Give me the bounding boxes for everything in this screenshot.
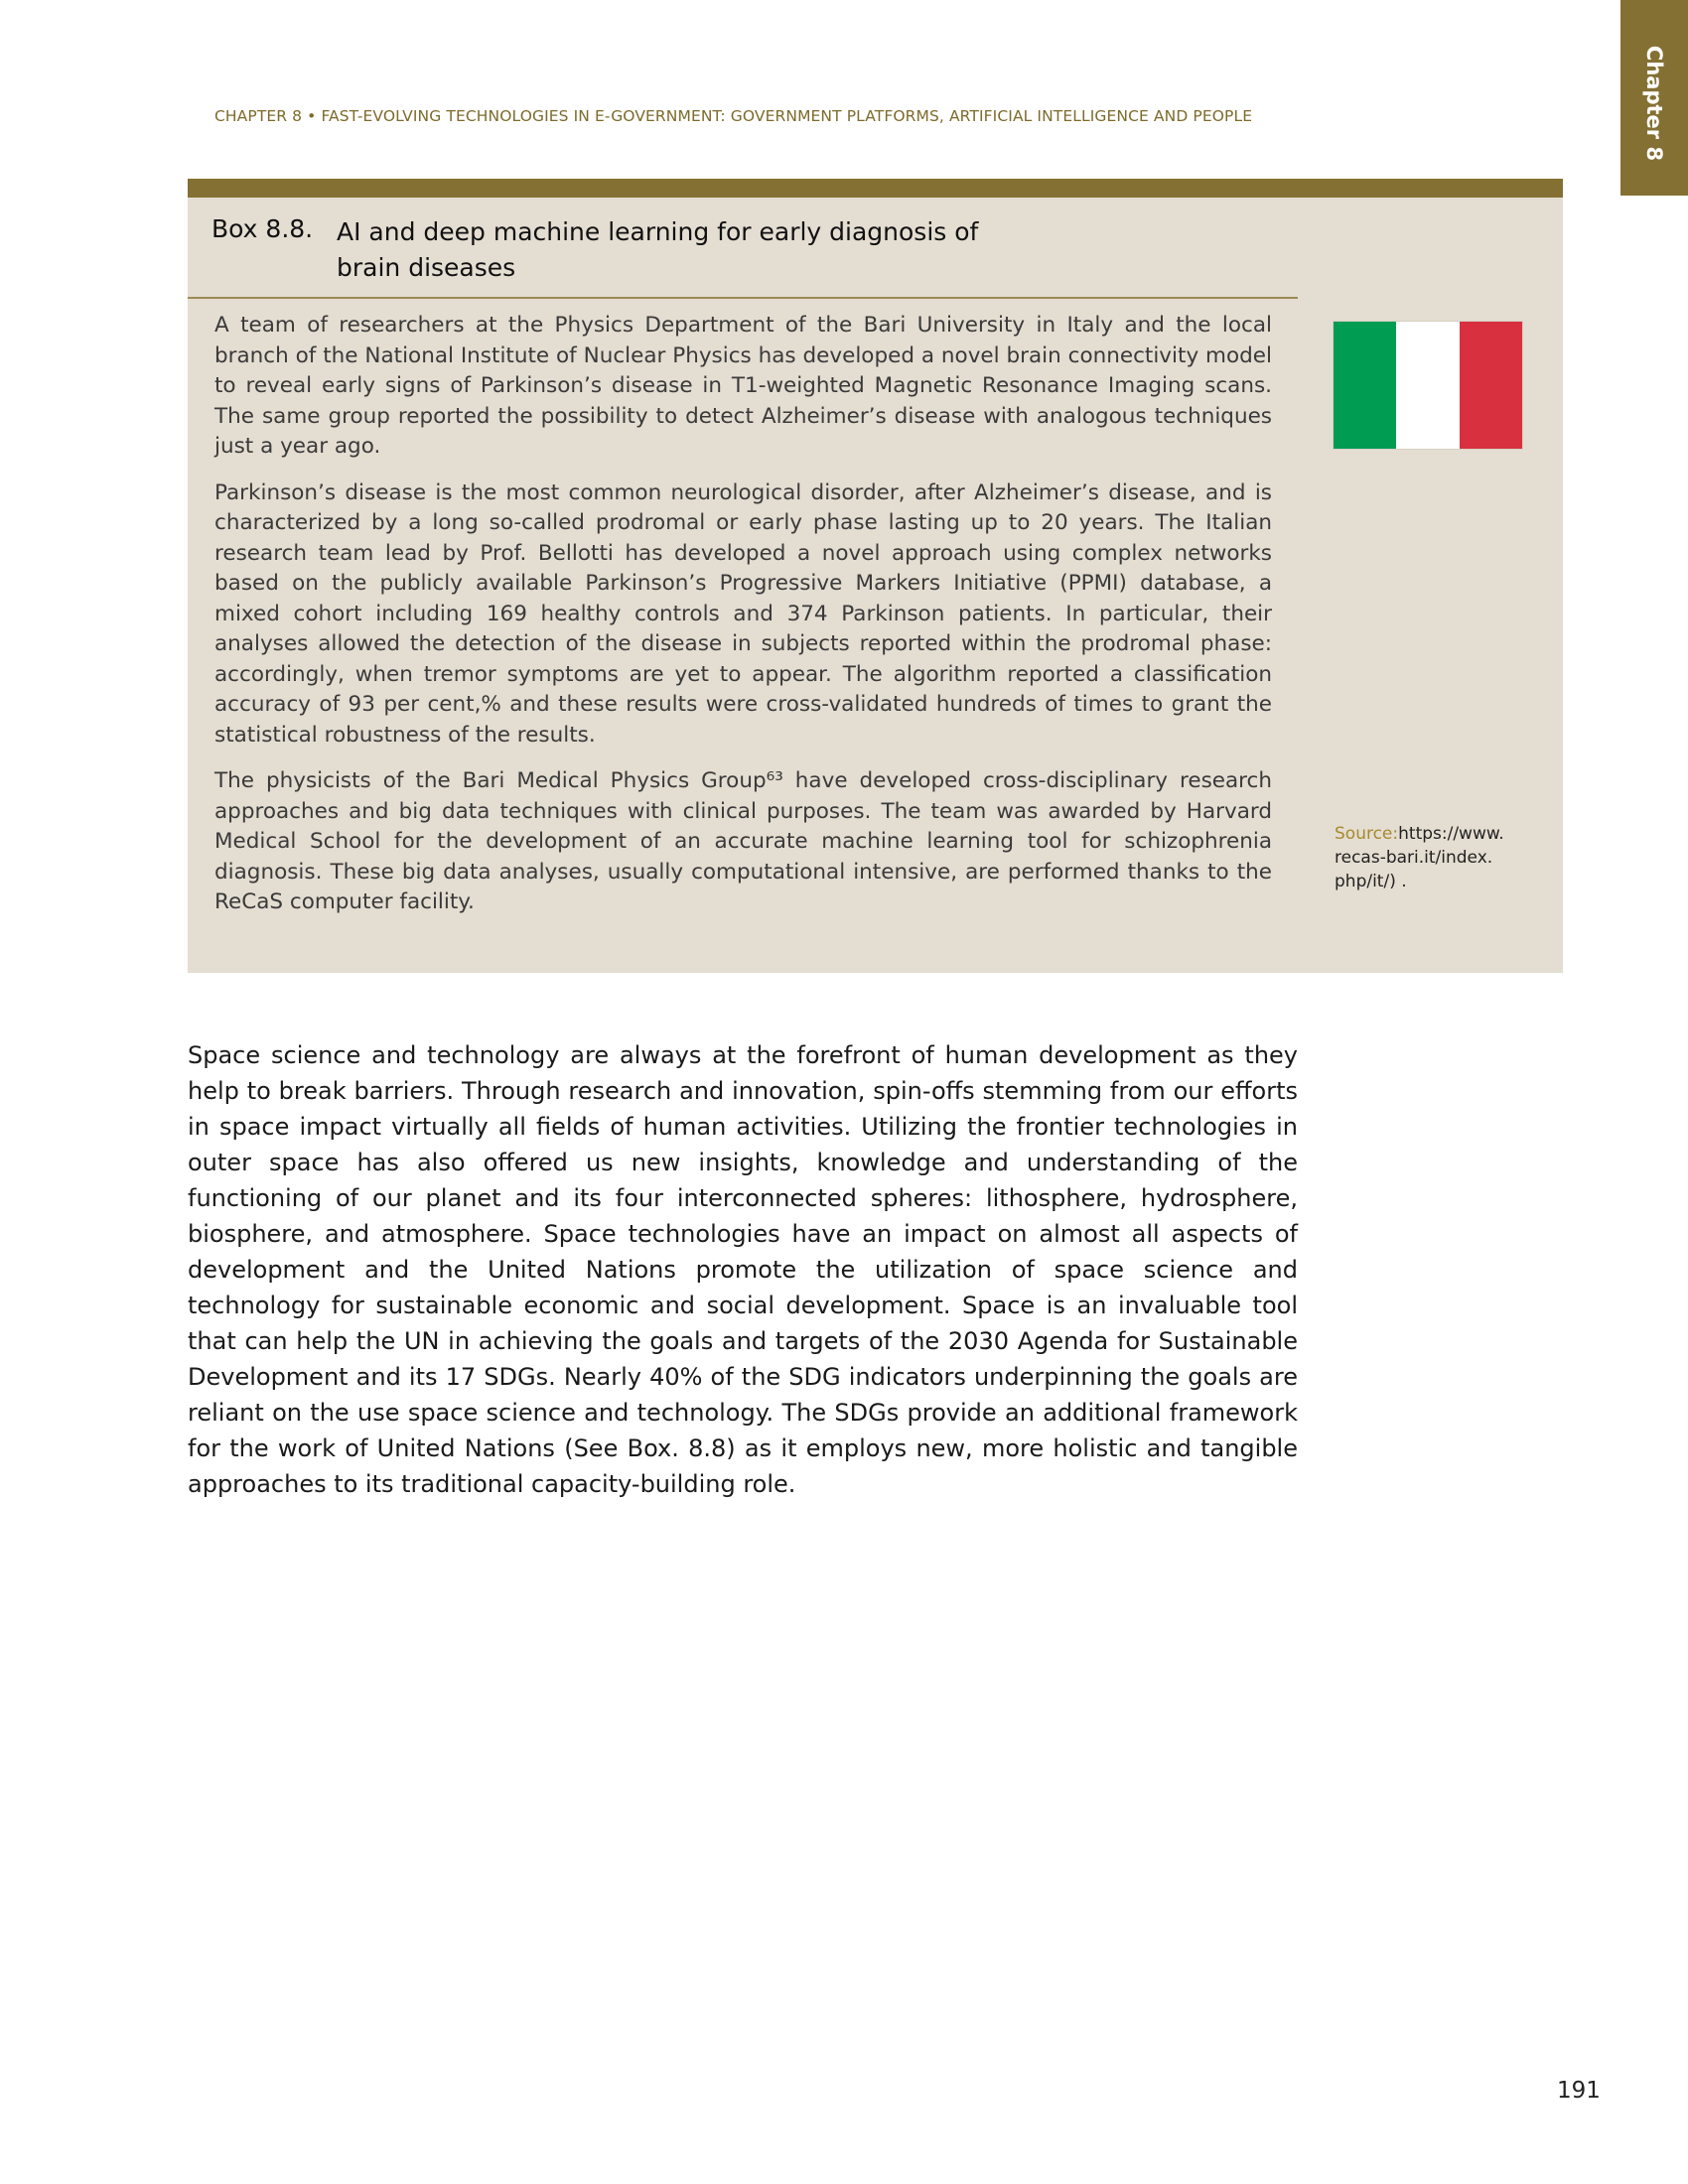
- flag-stripe-green: [1334, 322, 1396, 449]
- chapter-tab: [1620, 0, 1688, 196]
- italy-flag-icon: [1334, 322, 1522, 449]
- source-label: Source:: [1335, 824, 1399, 844]
- box-body: [214, 311, 1272, 934]
- box-number: Box 8.8.: [211, 214, 314, 243]
- body-paragraph: Space science and technology are always at the forefront of human development as they help to break barriers. Through research and innovation, spin-offs stemming from our efforts in space impact virtually all fields of human activities. Utilizing the frontier technologies in outer space has also offered us new insights, knowledge and understanding of the functioning of our planet and its four interconnected spheres: lithosphere, hydrosphere, biosphere, and atmosphere. Space technologies have an impact on almost all aspects of development and the United Nations promote the utilization of space science and technology for sustainable economic and social development. Space is an invaluable tool that can help the UN in achieving the goals and targets of the 2030 Agenda for Sustainable Development and its 17 SDGs. Nearly 40% of the SDG indicators underpinning the goals are reliant on the use space science and technology. The SDGs provide an additional framework for the work of United Nations (See Box. 8.8) as it employs new, more holistic and tangible approaches to its traditional capacity-building role.: [188, 1041, 1298, 1498]
- source-link[interactable]: https://www. recas-bari.it/index. php/it/) .: [1335, 824, 1504, 891]
- flag-stripe-red: [1460, 322, 1522, 449]
- box-8-8: [188, 179, 1563, 973]
- box-title: AI and deep machine learning for early diagnosis of brain diseases: [337, 217, 979, 282]
- main-text: [188, 1037, 1298, 1502]
- flag-stripe-white: [1396, 322, 1459, 449]
- running-head: CHAPTER 8 • FAST-EVOLVING TECHNOLOGIES IN E-GOVERNMENT: GOVERNMENT PLATFORMS, ARTIFICIAL INTELLIGENCE AND PEOPLE: [214, 107, 1253, 125]
- box-top-bar: [188, 179, 1563, 198]
- page-number: 191: [1557, 2078, 1601, 2104]
- box-title-divider: [188, 297, 1298, 299]
- box-paragraph: The physicists of the Bari Medical Physics Group⁶³ have developed cross-disciplinary research approaches and big data techniques with clinical purposes. The team was awarded by Harvard Medical School for the development of an accurate machine learning tool for schizophrenia diagnosis. These big data analyses, usually computational intensive, are performed thanks to the ReCaS computer facility.: [214, 768, 1272, 914]
- chapter-tab-label: Chapter 8: [1642, 45, 1666, 162]
- box-paragraph: Parkinson’s disease is the most common neurological disorder, after Alzheimer’s disease, and is characterized by a long so-called prodromal or early phase lasting up to 20 years. The Italian research team lead by Prof. Bellotti has developed a novel approach using complex networks based on the publicly available Parkinson’s Progressive Markers Initiative (PPMI) database, a mixed cohort including 169 healthy controls and 374 Parkinson patients. In particular, their analyses allowed the detection of the disease in subjects reported within the prodromal phase: accordingly, when tremor symptoms are yet to appear. The algorithm reported a classification accuracy of 93 per cent,% and these results were cross-validated hundreds of times to grant the statistical robustness of the results.: [214, 479, 1272, 748]
- box-paragraph: A team of researchers at the Physics Department of the Bari University in Italy and the local branch of the National Institute of Nuclear Physics has developed a novel brain connectivity model to reveal early signs of Parkinson’s disease in T1-weighted Magnetic Resonance Imaging scans. The same group reported the possibility to detect Alzheimer’s disease with analogous techniques just a year ago.: [214, 313, 1272, 459]
- source-note: [1335, 822, 1533, 893]
